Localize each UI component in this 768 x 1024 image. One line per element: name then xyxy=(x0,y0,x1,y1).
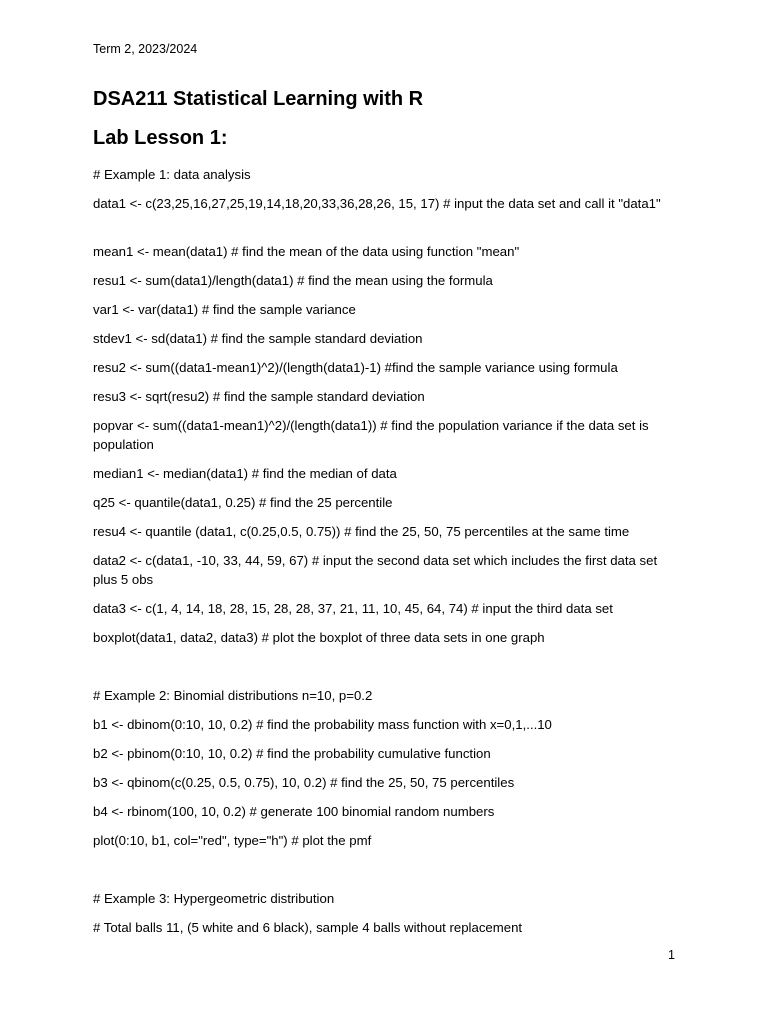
code-line-b3: b3 <- qbinom(c(0.25, 0.5, 0.75), 10, 0.2) # find the 25, 50, 75 percentiles xyxy=(93,775,515,790)
example-2-heading: # Example 2: Binomial distributions n=10, p=0.2 xyxy=(93,688,373,703)
code-line-data2: data2 <- c(data1, -10, 33, 44, 59, 67) # input the second data set which includes the first data set plus 5 obs xyxy=(93,553,658,587)
code-line-popvar: popvar <- sum((data1-mean1)^2)/(length(data1)) # find the population variance if the data set is population xyxy=(93,418,649,452)
code-line-hypergeometric-comment: # Total balls 11, (5 white and 6 black), sample 4 balls without replacement xyxy=(93,920,523,935)
lab-lesson-heading: Lab Lesson 1: xyxy=(93,127,228,149)
code-line-median1: median1 <- median(data1) # find the median of data xyxy=(93,466,397,481)
term-header: Term 2, 2023/2024 xyxy=(93,42,198,56)
page-number: 1 xyxy=(668,948,675,962)
code-line-resu3: resu3 <- sqrt(resu2) # find the sample standard deviation xyxy=(93,389,425,404)
code-line-mean1: mean1 <- mean(data1) # find the mean of the data using function "mean" xyxy=(93,244,520,259)
code-line-resu1: resu1 <- sum(data1)/length(data1) # find the mean using the formula xyxy=(93,273,493,288)
code-line-data1: data1 <- c(23,25,16,27,25,19,14,18,20,33,36,28,26, 15, 17) # input the data set and call it "data1" xyxy=(93,196,661,211)
code-line-resu2: resu2 <- sum((data1-mean1)^2)/(length(data1)-1) #find the sample variance using formula xyxy=(93,360,618,375)
code-line-var1: var1 <- var(data1) # find the sample variance xyxy=(93,302,356,317)
code-line-data3: data3 <- c(1, 4, 14, 18, 28, 15, 28, 28, 37, 21, 11, 10, 45, 64, 74) # input the third data set xyxy=(93,601,613,616)
code-line-resu4: resu4 <- quantile (data1, c(0.25,0.5, 0.75)) # find the 25, 50, 75 percentiles at the same time xyxy=(93,524,630,539)
code-line-stdev1: stdev1 <- sd(data1) # find the sample standard deviation xyxy=(93,331,423,346)
code-line-b1: b1 <- dbinom(0:10, 10, 0.2) # find the probability mass function with x=0,1,...10 xyxy=(93,717,552,732)
code-line-plot: plot(0:10, b1, col="red", type="h") # plot the pmf xyxy=(93,833,372,848)
code-line-boxplot: boxplot(data1, data2, data3) # plot the boxplot of three data sets in one graph xyxy=(93,630,545,645)
code-line-b2: b2 <- pbinom(0:10, 10, 0.2) # find the probability cumulative function xyxy=(93,746,491,761)
document-title: DSA211 Statistical Learning with R xyxy=(93,88,424,110)
example-3-heading: # Example 3: Hypergeometric distribution xyxy=(93,891,335,906)
code-line-q25: q25 <- quantile(data1, 0.25) # find the 25 percentile xyxy=(93,495,393,510)
example-1-heading: # Example 1: data analysis xyxy=(93,167,251,182)
code-line-b4: b4 <- rbinom(100, 10, 0.2) # generate 100 binomial random numbers xyxy=(93,804,495,819)
